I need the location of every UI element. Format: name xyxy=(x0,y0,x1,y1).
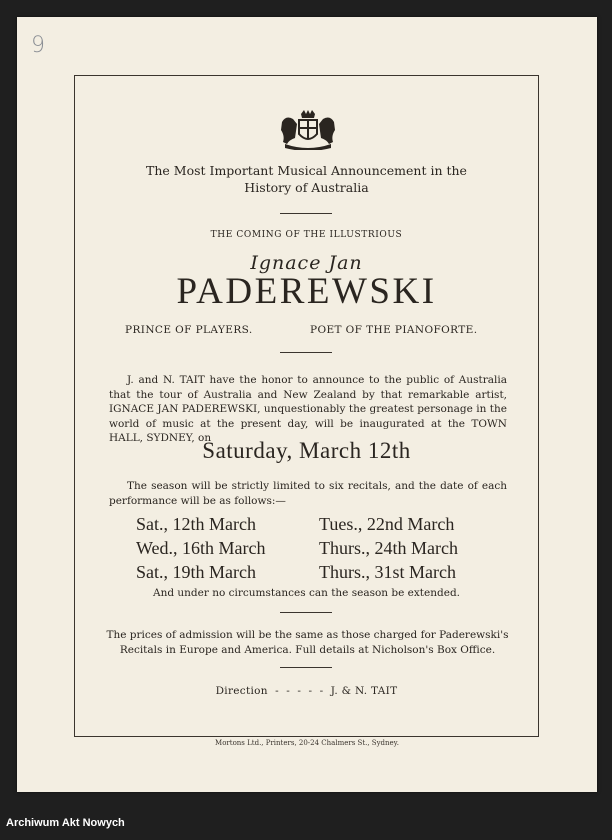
prices-line-1: The prices of admission will be the same as those charged for Paderewski's xyxy=(106,629,509,641)
document-sheet xyxy=(17,17,597,792)
archive-watermark: Archiwum Akt Nowych xyxy=(6,817,125,829)
coat-of-arms-icon xyxy=(277,110,339,150)
recital-date: Wed., 16th March xyxy=(136,538,266,558)
no-extension-note: And under no circumstances can the season be extended. xyxy=(153,587,460,599)
announcement-heading xyxy=(75,162,538,196)
divider-rule xyxy=(280,667,332,668)
artist-first-name: Ignace Jan xyxy=(250,252,363,274)
divider-rule xyxy=(280,213,332,214)
recital-date: Tues., 22nd March xyxy=(319,514,455,534)
season-body: The season will be strictly limited to six recitals, and the date of each performance will be as follows:— xyxy=(109,480,507,507)
dates-column-left xyxy=(136,512,266,584)
poet-of-pianoforte: POET OF THE PIANOFORTE. xyxy=(310,324,478,336)
page-number-mark: 9 xyxy=(31,33,45,58)
announcement-line-1: The Most Important Musical Announcement in the xyxy=(146,163,467,178)
recital-date: Thurs., 24th March xyxy=(319,538,458,558)
recital-date: Sat., 19th March xyxy=(136,562,256,582)
recital-date: Thurs., 31st March xyxy=(319,562,456,582)
prices-line-2: Recitals in Europe and America. Full details at Nicholson's Box Office. xyxy=(119,643,496,656)
recital-date: Sat., 12th March xyxy=(136,514,256,534)
direction-line: Direction - - - - - J. & N. TAIT xyxy=(215,685,398,697)
prices-note xyxy=(95,628,520,657)
announcement-body: J. and N. TAIT have the honor to announce to the public of Australia that the tour of Australia and New Zealand by that remarkable artist, IGNACE JAN PADEREWSKI, unquestionably the greatest personage in the world of music at the present day, will be inaugurated at the TOWN HALL, SYDNEY, on xyxy=(109,374,507,444)
dates-column-right xyxy=(319,512,458,584)
printer-credit: Mortons Ltd., Printers, 20-24 Chalmers St., Sydney. xyxy=(215,739,399,747)
artist-surname: PADEREWSKI xyxy=(176,271,437,312)
opening-date: Saturday, March 12th xyxy=(202,438,411,463)
coming-line: THE COMING OF THE ILLUSTRIOUS xyxy=(210,230,403,240)
announcement-line-2: History of Australia xyxy=(244,180,369,195)
divider-rule xyxy=(280,612,332,613)
divider-rule xyxy=(280,352,332,353)
prince-of-players: PRINCE OF PLAYERS. xyxy=(125,324,253,336)
announcement-frame xyxy=(74,75,539,737)
